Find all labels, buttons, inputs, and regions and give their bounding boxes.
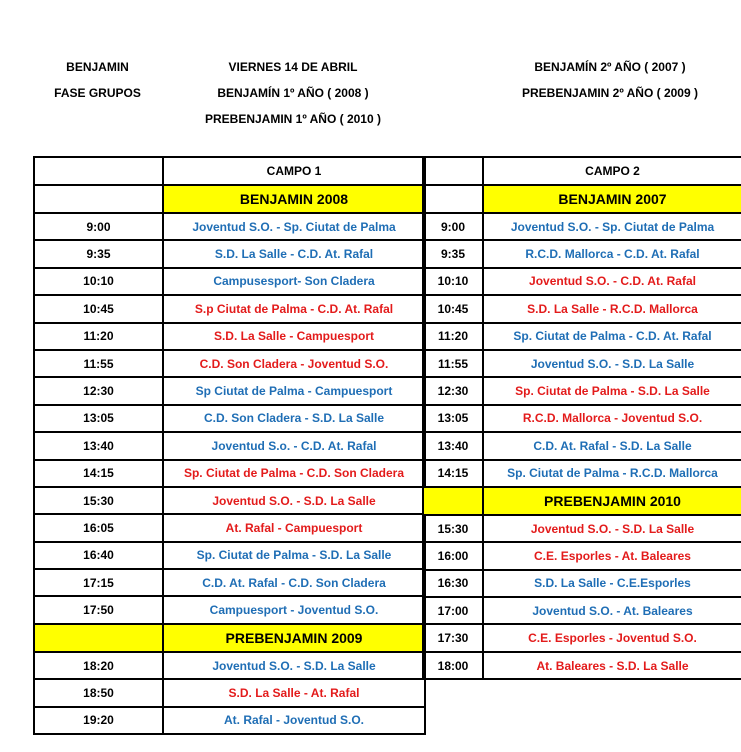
match-time: 10:45	[423, 295, 483, 322]
match-time: 16:05	[34, 514, 163, 541]
table-row	[34, 679, 425, 706]
match-time: 16:00	[423, 542, 483, 569]
match-time: 11:20	[34, 323, 163, 350]
header-right-2: PREBENJAMIN 2º AÑO ( 2009 )	[522, 86, 698, 100]
match-teams: At. Rafal - Joventud S.O.	[163, 707, 425, 734]
table-row	[34, 487, 425, 514]
match-teams: S.D. La Salle - C.D. At. Rafal	[163, 240, 425, 267]
match-time: 13:05	[423, 405, 483, 432]
match-time: 18:00	[423, 652, 483, 679]
match-teams: Sp. Ciutat de Palma - C.D. At. Rafal	[483, 323, 741, 350]
table-row	[34, 596, 425, 623]
table-row	[423, 157, 741, 185]
match-teams: C.E. Esporles - Joventud S.O.	[483, 624, 741, 651]
match-teams: Sp Ciutat de Palma - Campuesport	[163, 377, 425, 404]
header-left-2: FASE GRUPOS	[54, 86, 141, 100]
match-time: 12:30	[423, 377, 483, 404]
match-teams: S.p Ciutat de Palma - C.D. At. Rafal	[163, 295, 425, 322]
match-teams: Joventud S.O. - C.D. At. Rafal	[483, 268, 741, 295]
header-empty-cell	[34, 157, 163, 185]
campo2-table	[422, 156, 741, 680]
table-row	[34, 432, 425, 459]
match-teams: Sp. Ciutat de Palma - C.D. Son Cladera	[163, 460, 425, 487]
table-row	[423, 460, 741, 487]
match-teams: At. Baleares - S.D. La Salle	[483, 652, 741, 679]
match-teams: C.D. At. Rafal - C.D. Son Cladera	[163, 569, 425, 596]
match-teams: R.C.D. Mallorca - Joventud S.O.	[483, 405, 741, 432]
match-time: 12:30	[34, 377, 163, 404]
match-teams: S.D. La Salle - C.E.Esporles	[483, 570, 741, 597]
header-empty-cell	[423, 157, 483, 185]
table-row	[423, 624, 741, 651]
campo2-title: CAMPO 2	[483, 157, 741, 185]
match-teams: Joventud S.O. - Sp. Ciutat de Palma	[483, 213, 741, 240]
campo1-section-2: PREBENJAMIN 2009	[163, 624, 425, 652]
table-row	[423, 487, 741, 515]
section-empty-cell	[34, 185, 163, 213]
match-teams: At. Rafal - Campuesport	[163, 514, 425, 541]
table-row	[34, 542, 425, 569]
table-row	[34, 213, 425, 240]
table-row	[34, 185, 425, 213]
header-center-1: VIERNES 14 DE ABRIL	[228, 60, 358, 74]
table-row	[34, 295, 425, 322]
section-empty-cell	[34, 624, 163, 652]
match-time: 19:20	[34, 707, 163, 734]
table-row	[423, 515, 741, 542]
header-center-2: BENJAMÍN 1º AÑO ( 2008 )	[217, 86, 369, 100]
match-time: 9:35	[34, 240, 163, 267]
match-time: 17:00	[423, 597, 483, 624]
table-row	[34, 460, 425, 487]
table-row	[423, 350, 741, 377]
header-left-1: BENJAMIN	[66, 60, 129, 74]
campo1-table	[33, 156, 426, 735]
match-time: 15:30	[423, 515, 483, 542]
match-teams: Joventud S.O. - S.D. La Salle	[163, 487, 425, 514]
table-row	[423, 597, 741, 624]
campo2-section-1: BENJAMIN 2007	[483, 185, 741, 213]
table-row	[34, 377, 425, 404]
match-time: 18:50	[34, 679, 163, 706]
match-time: 13:40	[423, 432, 483, 459]
match-time: 9:35	[423, 240, 483, 267]
match-teams: Sp. Ciutat de Palma - S.D. La Salle	[163, 542, 425, 569]
match-teams: Joventud S.O. - S.D. La Salle	[483, 515, 741, 542]
match-time: 16:40	[34, 542, 163, 569]
match-time: 11:20	[423, 323, 483, 350]
match-teams: Sp. Ciutat de Palma - S.D. La Salle	[483, 377, 741, 404]
match-teams: R.C.D. Mallorca - C.D. At. Rafal	[483, 240, 741, 267]
match-time: 13:05	[34, 405, 163, 432]
table-row	[34, 707, 425, 734]
match-time: 14:15	[34, 460, 163, 487]
table-row	[423, 295, 741, 322]
match-teams: Joventud S.O. - At. Baleares	[483, 597, 741, 624]
table-row	[423, 268, 741, 295]
table-row	[34, 157, 425, 185]
match-time: 9:00	[423, 213, 483, 240]
match-teams: C.E. Esporles - At. Baleares	[483, 542, 741, 569]
match-time: 14:15	[423, 460, 483, 487]
match-time: 10:10	[423, 268, 483, 295]
table-row	[34, 624, 425, 652]
campo2-section-2: PREBENJAMIN 2010	[483, 487, 741, 515]
table-row	[34, 323, 425, 350]
match-time: 17:50	[34, 596, 163, 623]
match-teams: S.D. La Salle - R.C.D. Mallorca	[483, 295, 741, 322]
match-time: 16:30	[423, 570, 483, 597]
match-teams: Joventud S.O. - Sp. Ciutat de Palma	[163, 213, 425, 240]
table-row	[423, 213, 741, 240]
table-row	[423, 570, 741, 597]
match-time: 15:30	[34, 487, 163, 514]
table-row	[423, 185, 741, 213]
table-row	[34, 350, 425, 377]
match-time: 10:45	[34, 295, 163, 322]
match-teams: C.D. At. Rafal - S.D. La Salle	[483, 432, 741, 459]
header-center-3: PREBENJAMIN 1º AÑO ( 2010 )	[205, 112, 381, 126]
section-empty-cell	[423, 487, 483, 515]
campo1-section-1: BENJAMIN 2008	[163, 185, 425, 213]
match-teams: S.D. La Salle - Campuesport	[163, 323, 425, 350]
match-time: 11:55	[423, 350, 483, 377]
match-time: 18:20	[34, 652, 163, 679]
match-teams: Joventud S.O. - S.D. La Salle	[483, 350, 741, 377]
match-teams: S.D. La Salle - At. Rafal	[163, 679, 425, 706]
match-time: 13:40	[34, 432, 163, 459]
match-time: 9:00	[34, 213, 163, 240]
table-row	[34, 268, 425, 295]
match-time: 17:30	[423, 624, 483, 651]
table-row	[34, 652, 425, 679]
table-row	[423, 323, 741, 350]
header-right-1: BENJAMÍN 2º AÑO ( 2007 )	[534, 60, 686, 74]
table-row	[34, 569, 425, 596]
table-row	[34, 240, 425, 267]
table-row	[423, 542, 741, 569]
campo1-title: CAMPO 1	[163, 157, 425, 185]
match-teams: Joventud S.o. - C.D. At. Rafal	[163, 432, 425, 459]
match-teams: Campusesport- Son Cladera	[163, 268, 425, 295]
match-teams: Campuesport - Joventud S.O.	[163, 596, 425, 623]
section-empty-cell	[423, 185, 483, 213]
table-row	[34, 405, 425, 432]
match-teams: Sp. Ciutat de Palma - R.C.D. Mallorca	[483, 460, 741, 487]
match-teams: Joventud S.O. - S.D. La Salle	[163, 652, 425, 679]
table-row	[34, 514, 425, 541]
table-row	[423, 377, 741, 404]
table-row	[423, 432, 741, 459]
table-row	[423, 405, 741, 432]
match-time: 11:55	[34, 350, 163, 377]
match-time: 17:15	[34, 569, 163, 596]
table-row	[423, 240, 741, 267]
match-teams: C.D. Son Cladera - S.D. La Salle	[163, 405, 425, 432]
table-row	[423, 652, 741, 679]
match-time: 10:10	[34, 268, 163, 295]
match-teams: C.D. Son Cladera - Joventud S.O.	[163, 350, 425, 377]
